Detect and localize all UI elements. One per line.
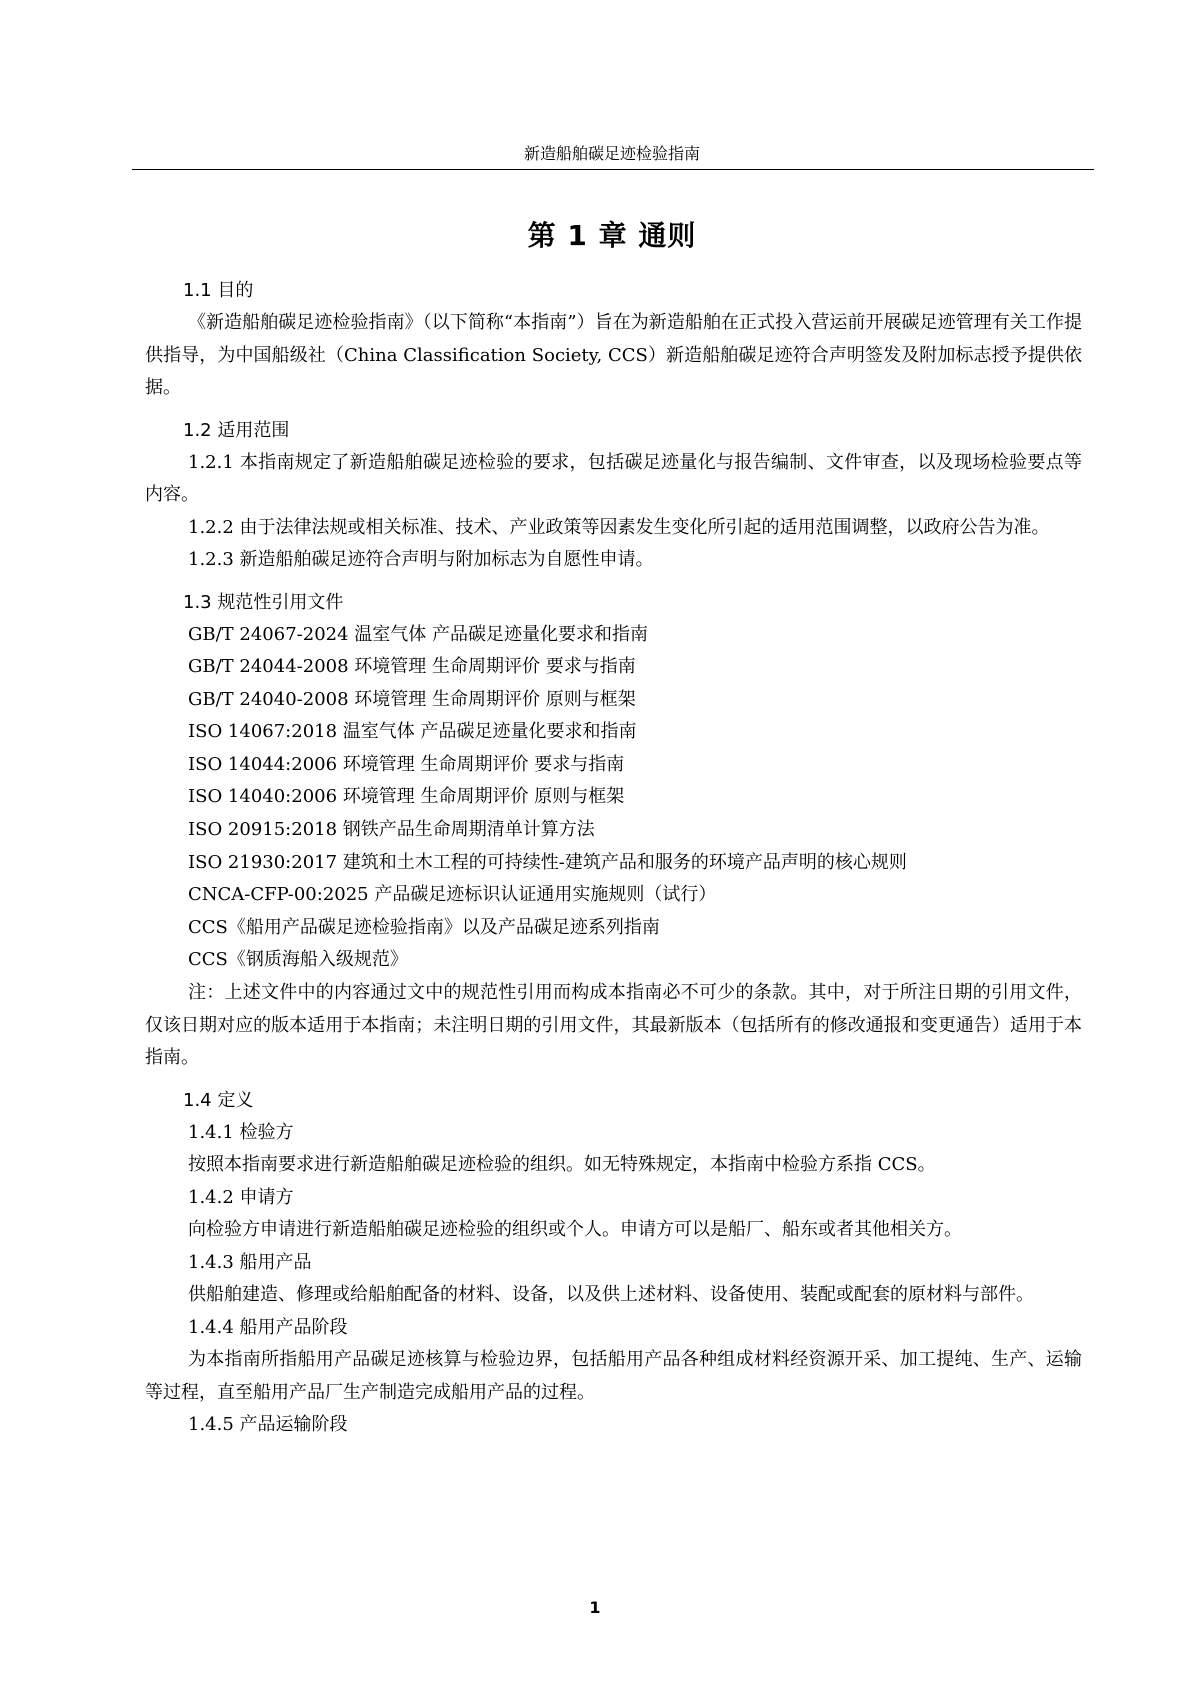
document-body bbox=[145, 275, 1082, 1442]
reference-item: ISO 14067:2018 温室气体 产品碳足迹量化要求和指南 bbox=[188, 721, 637, 743]
header-rule bbox=[132, 169, 1094, 170]
reference-item: GB/T 24067-2024 温室气体 产品碳足迹量化要求和指南 bbox=[188, 623, 648, 645]
definition-title-product-stage: 1.4.4 船用产品阶段 bbox=[188, 1316, 348, 1338]
section-heading-purpose: 1.1 目的 bbox=[183, 280, 254, 301]
scope-paragraph-2: 1.2.2 由于法律法规或相关标准、技术、产业政策等因素发生变化所引起的适用范围调整，以政府公告为准。 bbox=[188, 516, 1050, 538]
reference-item: GB/T 24044-2008 环境管理 生命周期评价 要求与指南 bbox=[188, 656, 636, 678]
definition-text-product-stage: 为本指南所指船用产品碳足迹核算与检验边界，包括船用产品各种组成材料经资源开采、加工提纯、生产、运输等过程，直至船用产品厂生产制造完成船用产品的过程。 bbox=[145, 1349, 1082, 1403]
reference-item: GB/T 24040-2008 环境管理 生命周期评价 原则与框架 bbox=[188, 688, 636, 710]
reference-item: ISO 14044:2006 环境管理 生命周期评价 要求与指南 bbox=[188, 753, 625, 775]
running-header: 新造船舶碳足迹检验指南 bbox=[523, 144, 700, 163]
reference-item: CNCA-CFP-00:2025 产品碳足迹标识认证通用实施规则（试行） bbox=[188, 884, 717, 906]
definition-title-transport-stage: 1.4.5 产品运输阶段 bbox=[188, 1414, 348, 1436]
scope-paragraph-1: 1.2.1 本指南规定了新造船舶碳足迹检验的要求，包括碳足迹量化与报告编制、文件审查，以及现场检验要点等内容。 bbox=[145, 451, 1082, 505]
reference-item: CCS《船用产品碳足迹检验指南》以及产品碳足迹系列指南 bbox=[188, 916, 660, 938]
page-number: 1 bbox=[589, 1598, 601, 1617]
scope-paragraph-3: 1.2.3 新造船舶碳足迹符合声明与附加标志为自愿性申请。 bbox=[188, 549, 654, 570]
definition-text-applicant: 向检验方申请进行新造船舶碳足迹检验的组织或个人。申请方可以是船厂、船东或者其他相关方。 bbox=[188, 1219, 962, 1241]
definition-text-marine-product: 供船舶建造、修理或给船舶配备的材料、设备，以及供上述材料、设备使用、装配或配套的原材料与部件。 bbox=[188, 1284, 1034, 1306]
section-heading-scope: 1.2 适用范围 bbox=[183, 419, 290, 441]
reference-item: CCS《钢质海船入级规范》 bbox=[188, 949, 408, 971]
section-heading-definitions: 1.4 定义 bbox=[183, 1089, 254, 1111]
definition-title-inspector: 1.4.1 检验方 bbox=[188, 1121, 294, 1143]
purpose-paragraph: 《新造船舶碳足迹检验指南》（以下简称“本指南”）旨在为新造船舶在正式投入营运前开展碳足迹管理有关工作提供指导，为中国船级社（China Classification Society, CCS）新造船舶碳足迹符合声明签发及附加标志授予提供依据。 bbox=[145, 312, 1082, 398]
reference-list bbox=[145, 619, 1082, 978]
reference-item: ISO 21930:2017 建筑和土木工程的可持续性-建筑产品和服务的环境产品声明的核心规则 bbox=[188, 851, 907, 873]
references-note: 注：上述文件中的内容通过文中的规范性引用而构成本指南必不可少的条款。其中，对于所注日期的引用文件，仅该日期对应的版本适用于本指南；未注明日期的引用文件，其最新版本（包括所有的修改通报和变更通告）适用于本指南。 bbox=[145, 982, 1082, 1069]
section-heading-references: 1.3 规范性引用文件 bbox=[183, 591, 344, 613]
reference-item: ISO 20915:2018 钢铁产品生命周期清单计算方法 bbox=[188, 819, 595, 841]
definition-title-applicant: 1.4.2 申请方 bbox=[188, 1186, 294, 1208]
definition-text-inspector: 按照本指南要求进行新造船舶碳足迹检验的组织。如无特殊规定，本指南中检验方系指 CCS。 bbox=[188, 1154, 936, 1176]
reference-item: ISO 14040:2006 环境管理 生命周期评价 原则与框架 bbox=[188, 786, 625, 808]
definition-title-marine-product: 1.4.3 船用产品 bbox=[188, 1251, 312, 1273]
chapter-title: 第 1 章 通则 bbox=[527, 219, 697, 252]
